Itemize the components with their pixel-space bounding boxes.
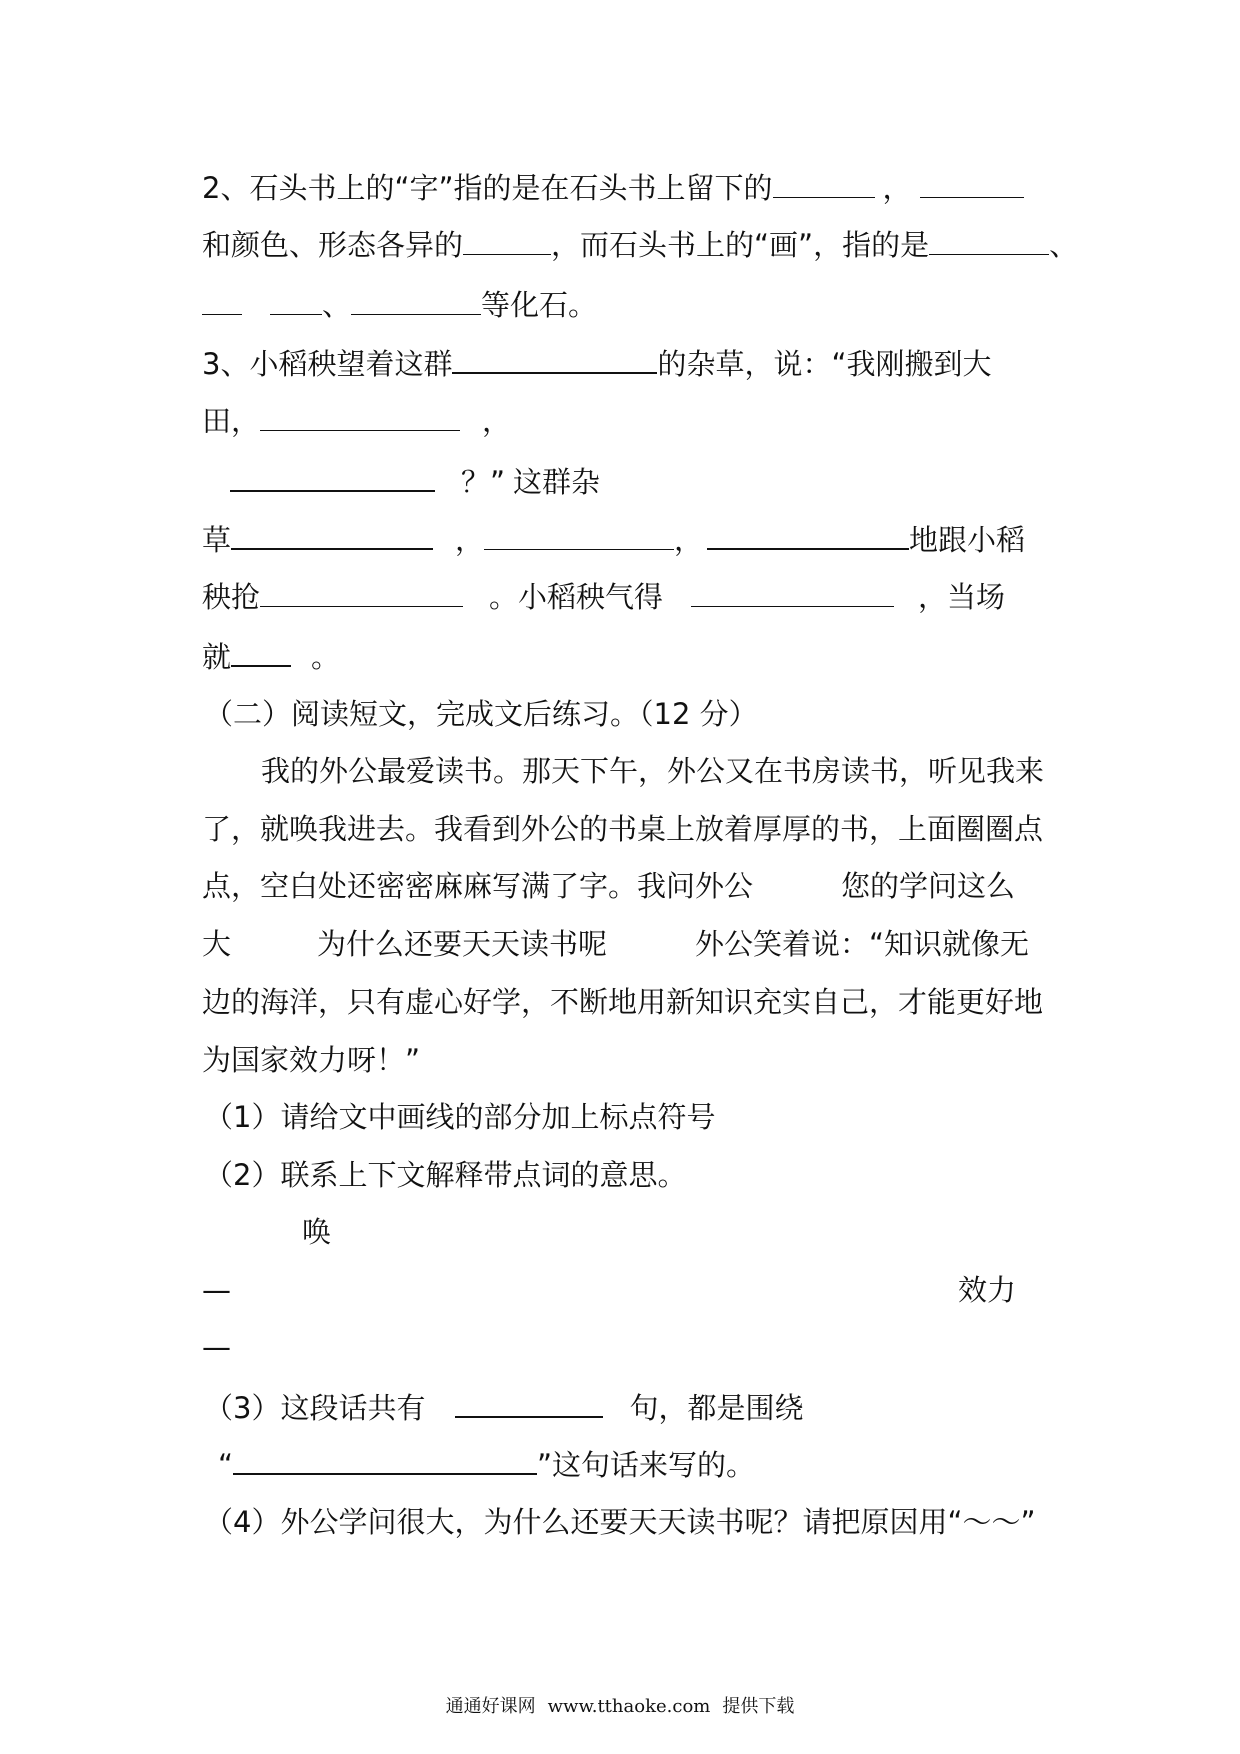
answer-blank[interactable] (691, 576, 894, 607)
q3-line-5 (202, 576, 1005, 616)
answer-blank[interactable] (260, 576, 463, 607)
passage-line: 我的外公最爱读书。那天下午，外公又在书房读书，听见我来 (261, 754, 1045, 788)
q3-text: 就 (202, 640, 232, 674)
passage-text: 外公笑着说：“知识就像无 (695, 927, 1030, 961)
footer-url[interactable]: www.tthaoke.com (547, 1696, 711, 1717)
q3-text: 3、小稻秧望着这群 (202, 347, 453, 381)
comma: ， (482, 404, 512, 438)
question-3-text: 句，都是围绕 (629, 1391, 804, 1425)
answer-blank[interactable] (202, 284, 242, 315)
answer-blank[interactable] (929, 224, 1049, 255)
answer-blank[interactable] (260, 400, 460, 431)
dun-mark: 、 (1049, 228, 1079, 262)
q3-text: 当场 (947, 580, 1006, 614)
comma: ， (674, 523, 704, 557)
q3-text: 田， (202, 404, 261, 438)
word-huan: 唤 (302, 1215, 332, 1249)
question-3-text: ”这句话来写的。 (537, 1448, 756, 1482)
question-3-line-2 (218, 1443, 755, 1483)
question-2: （2）联系上下文解释带点词的意思。 (204, 1158, 687, 1192)
q3-text: 这群杂 (513, 465, 601, 499)
answer-blank[interactable] (484, 519, 674, 550)
q2-line-1 (202, 167, 1024, 207)
passage-text: 大 (202, 927, 232, 961)
q3-line-3 (230, 460, 600, 500)
q2-text: 和颜色、形态各异的 (202, 228, 464, 262)
answer-blank[interactable] (230, 460, 435, 492)
word-xiaoli: 效力 (958, 1273, 1017, 1307)
page-footer (0, 1692, 1240, 1718)
answer-blank[interactable] (463, 224, 551, 255)
comma: ， (882, 171, 912, 205)
q3-text: 秧抢 (202, 580, 261, 614)
period: 。 (311, 640, 341, 674)
passage-line: 为国家效力呀！” (202, 1043, 421, 1077)
q3-text: ？” (461, 465, 506, 499)
q3-text: 的杂草，说：“我刚搬到大 (657, 347, 992, 381)
q3-text: 草 (202, 523, 232, 557)
question-3-text: （3）这段话共有 (204, 1391, 426, 1425)
answer-dash: — (202, 1330, 231, 1364)
q2-line-3 (202, 284, 597, 324)
passage-text: 点，空白处还密密麻麻写满了字。我问外公 (202, 869, 754, 903)
q3-text: 地跟小稻 (909, 523, 1026, 557)
q3-line-2 (202, 400, 511, 440)
answer-blank[interactable] (231, 635, 291, 667)
question-1: （1）请给文中画线的部分加上标点符号 (204, 1100, 716, 1134)
q3-line-4 (202, 518, 1025, 558)
q3-text: 。小稻秧气得 (489, 580, 664, 614)
q2-text: 2、石头书上的“字”指的是在石头书上留下的 (202, 171, 773, 205)
comma: ， (455, 523, 485, 557)
passage-text: 您的学问这么 (841, 869, 1016, 903)
q3-line-6 (202, 635, 340, 675)
question-4: （4）外公学问很大，为什么还要天天读书呢？请把原因用“～～” (204, 1505, 1036, 1539)
passage-line (202, 866, 1015, 906)
answer-blank[interactable] (773, 167, 875, 198)
answer-blank[interactable] (351, 284, 481, 315)
q2-line-2 (202, 224, 1078, 264)
footer-action: 提供下载 (722, 1696, 795, 1717)
q2-text: 等化石。 (481, 288, 598, 322)
passage-line (202, 924, 1029, 964)
answer-blank[interactable] (452, 342, 657, 374)
section-heading: （二）阅读短文，完成文后练习。（12 分） (204, 697, 758, 731)
answer-blank[interactable] (707, 518, 909, 550)
q3-line-1 (202, 342, 991, 382)
passage-text: 为什么还要天天读书呢 (317, 927, 608, 961)
comma: ， (918, 580, 948, 614)
q2-text: ，而石头书上的“画”，指的是 (551, 228, 930, 262)
dun-mark: 、 (322, 288, 352, 322)
footer-site-name: 通通好课网 (445, 1696, 536, 1717)
question-3-line-1 (204, 1386, 803, 1426)
answer-dash: — (202, 1273, 231, 1307)
passage-line: 了，就唤我进去。我看到外公的书桌上放着厚厚的书，上面圈圈点 (202, 812, 1044, 846)
open-quote: “ (218, 1448, 234, 1482)
answer-blank[interactable] (920, 167, 1024, 198)
answer-blank[interactable] (231, 518, 433, 550)
passage-line: 边的海洋，只有虚心好学，不断地用新知识充实自己，才能更好地 (202, 985, 1044, 1019)
answer-blank[interactable] (233, 1443, 537, 1475)
answer-blank[interactable] (455, 1386, 603, 1418)
answer-blank[interactable] (270, 284, 322, 315)
